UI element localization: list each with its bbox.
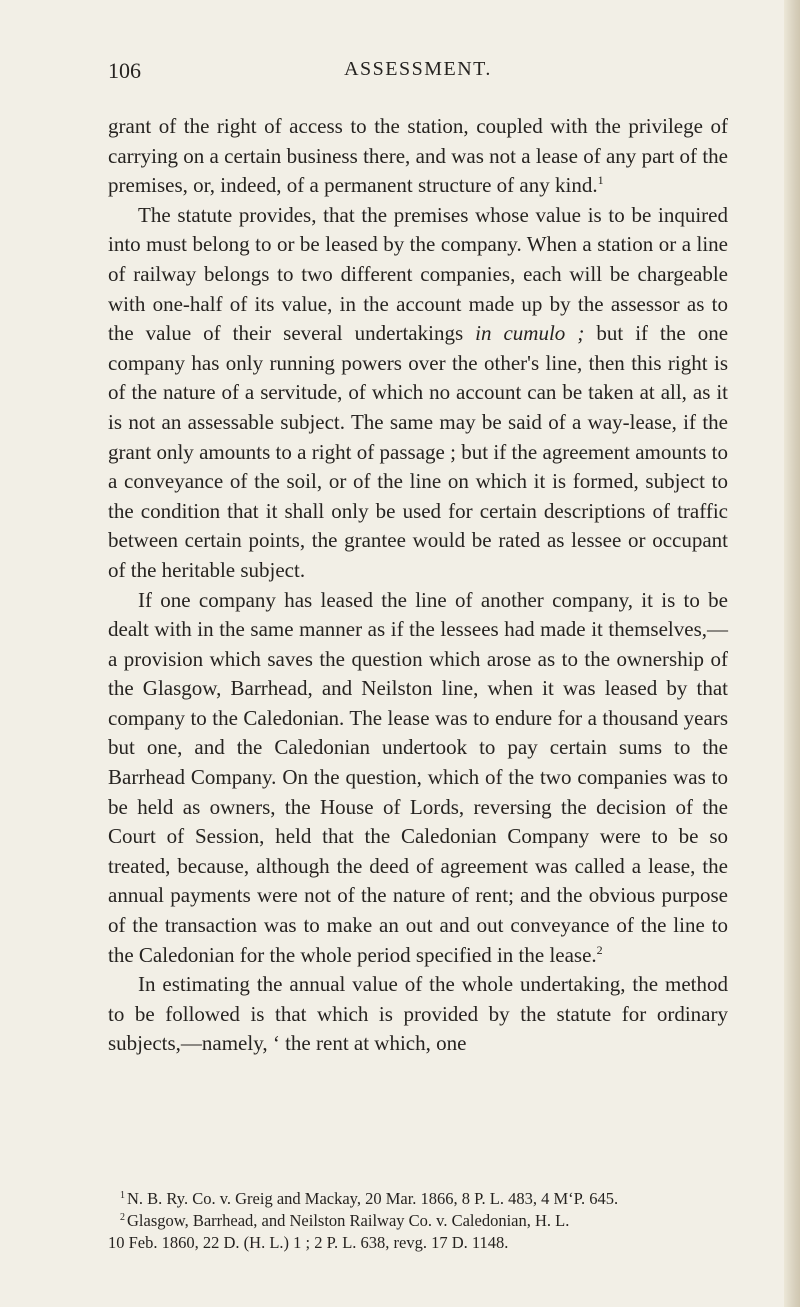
latin-phrase: in cumulo ; (475, 321, 585, 346)
paragraph-1 (108, 112, 728, 201)
page-number: 106 (108, 58, 141, 83)
footnote-2-continued: 10 Feb. 1860, 22 D. (H. L.) 1 ; 2 P. L. 638, revg. 17 D. 1148. (108, 1233, 509, 1252)
paragraph-2 (108, 201, 728, 586)
footnote-2-mark: 2 (120, 1211, 125, 1223)
body-text (108, 112, 728, 1059)
page-header (108, 58, 728, 88)
paragraph-4-text: In estimating the annual value of the whole undertaking, the method to be followed is that which is provided by the statute for ordinary subjects,—namely, ‘ the rent at which, one (108, 972, 728, 1056)
paragraph-1-text: grant of the right of access to the station, coupled with the privilege of carrying on a certain business there, and was not a lease of any part of the premises, or, indeed, of a permanent structure of any kind. (108, 114, 728, 198)
footnotes (108, 1188, 728, 1254)
page-edge (784, 0, 800, 1307)
footnote-ref-1: 1 (597, 173, 604, 188)
paragraph-4 (108, 970, 728, 1059)
footnote-2 (108, 1210, 728, 1232)
footnote-1-text: N. B. Ry. Co. v. Greig and Mackay, 20 Mar. 1866, 8 P. L. 483, 4 M‘P. 645. (127, 1189, 619, 1208)
footnote-2-text: Glasgow, Barrhead, and Neilston Railway Co. v. Caledonian, H. L. (127, 1211, 570, 1230)
paragraph-2-text: The statute provides, that the premises whose value is to be inquired into must belong to or be leased by the company. When a station or a line of railway belongs to two different companies, each will be chargeable with one-half of its value, in the account made up by the assessor as to the value of their several undertakings (108, 202, 728, 346)
footnote-1-mark: 1 (120, 1189, 125, 1201)
paragraph-2-text-cont: but if the one company has only running powers over the other's line, then this right is of the nature of a servitude, of which no account can be taken at all, as it is not an assessable subject. The same may be said of a way-lease, if the grant only amounts to a right of passage ; but if the agreement amounts to a conveyance of the soil, or of the line on which it is formed, subject to the condition that it shall only be used for certain descriptions of traffic between certain points, the grantee would be rated as lessee or occupant of the heritable subject. (108, 321, 729, 582)
footnote-ref-2: 2 (596, 942, 603, 957)
paragraph-3-text: If one company has leased the line of another company, it is to be dealt with in the same manner as if the lessees had made it themselves,—a provision which saves the question which arose as to the ownership of the Glasgow, Barrhead, and Neilston line, when it was leased by that company to the Caledonian. The lease was to endure for a thousand years but one, and the Caledonian undertook to pay certain sums to the Barrhead Company. On the question, which of the two companies was to be held as owners, the House of Lords, reversing the decision of the Court of Session, held that the Caledonian Company were to be so treated, because, although the deed of agreement was called a lease, the annual payments were not of the nature of rent; and the obvious purpose of the transaction was to make an out and out conveyance of the line to the Caledonian for the whole period specified in the lease. (108, 587, 728, 967)
paragraph-3 (108, 586, 728, 971)
footnote-1 (108, 1188, 728, 1210)
running-head: ASSESSMENT. (344, 58, 492, 80)
